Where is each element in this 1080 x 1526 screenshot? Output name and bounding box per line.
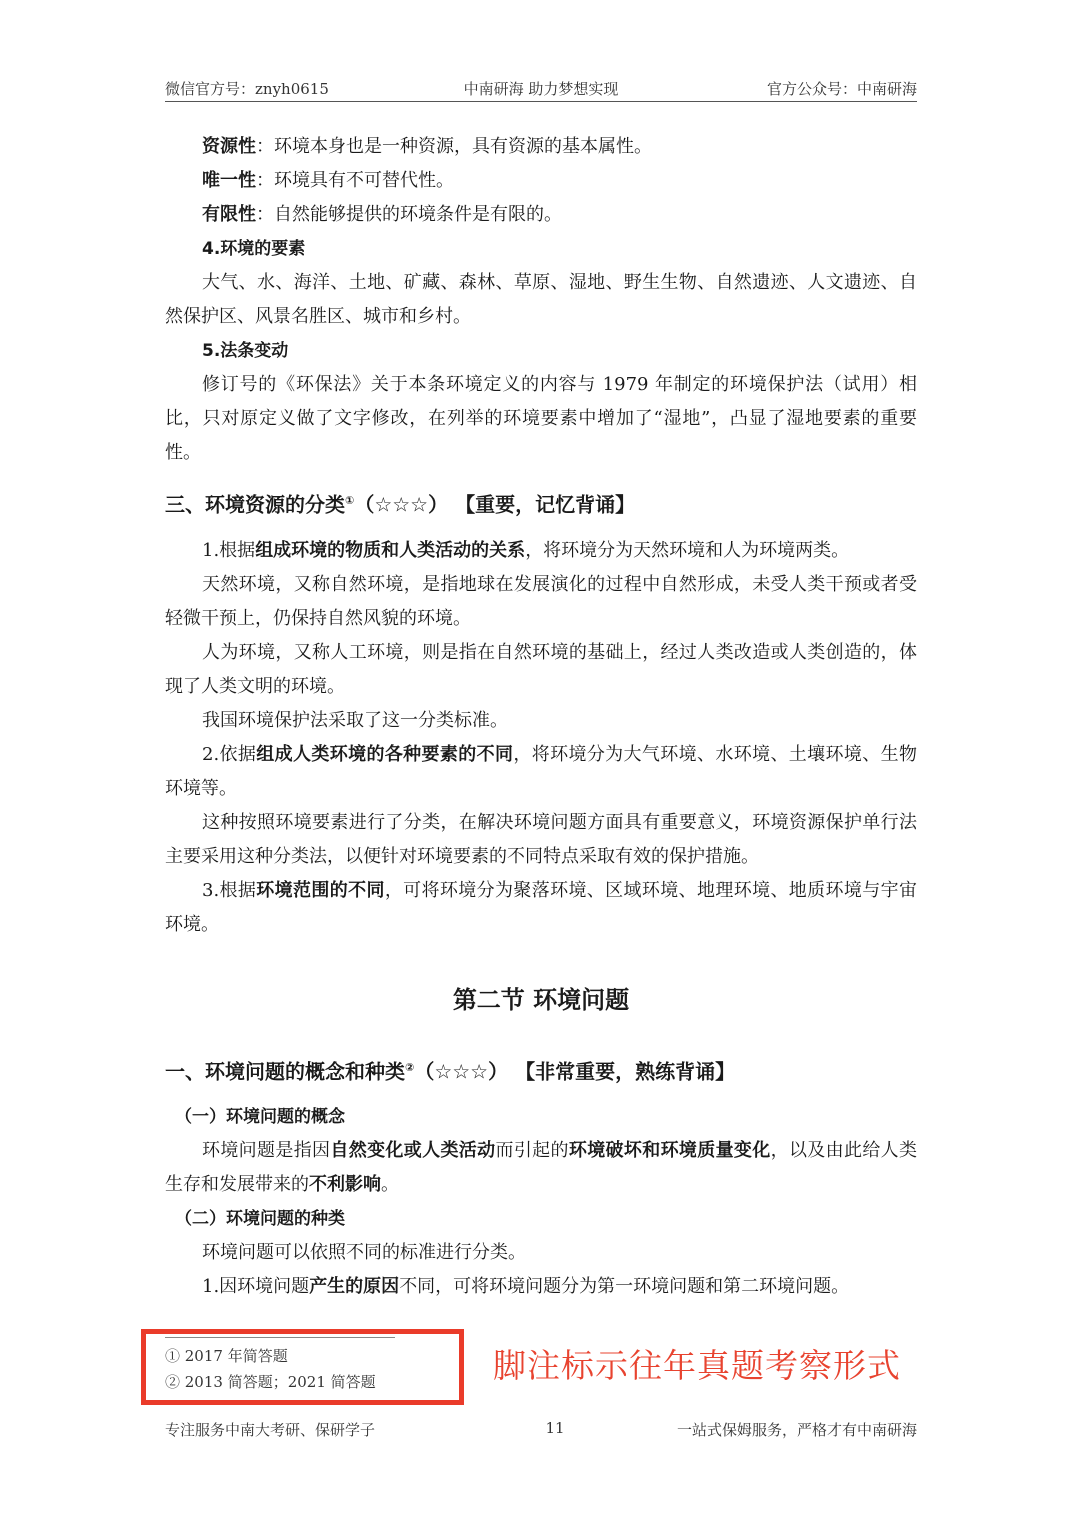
attribute-line [165, 164, 917, 198]
term: 有限性 [202, 204, 256, 225]
emphasis: 组成环境的物质和人类活动的关系 [255, 539, 526, 561]
attribute-line [165, 130, 917, 164]
item-text: ，可将环境分为聚落环境、区域环境、地理环境、地质环境与宇宙环境。 [165, 879, 917, 935]
paragraph-law-standard: 我国环境保护法采取了这一分类标准。 [202, 709, 508, 731]
emphasis: 不利影响 [309, 1174, 381, 1196]
term: 资源性 [202, 136, 256, 157]
footnote-highlight-box [141, 1329, 464, 1405]
paragraph-human-env: 人为环境，又称人工环境，则是指在自然环境的基础上，经过人类改造或人类创造的，体现了人类文明的环境。 [165, 641, 917, 697]
item-prefix: 2.依据 [202, 743, 257, 765]
text: 而引起的 [495, 1140, 569, 1162]
section-title: 一、环境问题的概念和种类 [165, 1059, 405, 1084]
footnote-1: ① 2017 年简答题 [165, 1347, 288, 1365]
definition: ：环境本身也是一种资源，具有资源的基本属性。 [256, 136, 652, 157]
item-prefix: 1.因环境问题 [202, 1276, 310, 1298]
page-header [165, 78, 917, 100]
item-text: ，将环境分为大气环境、水环境、土壤环境、生物环境等。 [165, 743, 917, 799]
paragraph-concept [165, 1134, 917, 1202]
subheading-elements: 4.环境的要素 [202, 239, 306, 259]
types-item-1 [165, 1270, 917, 1304]
annotation-text: 脚注标示往年真题考察形式 [493, 1346, 901, 1385]
emphasis: 环境破坏和环境质量变化 [568, 1140, 771, 1162]
paragraph-natural-env: 天然环境，又称自然环境，是指地球在发展演化的过程中自然形成，未受人类干预或者受轻微干预上，仍保持自然风貌的环境。 [165, 573, 917, 629]
section-heading-classification [165, 486, 917, 520]
emphasis: 组成人类环境的各种要素的不同 [256, 743, 514, 765]
main-content [165, 130, 917, 1304]
term: 唯一性 [202, 170, 256, 191]
section-title: 三、环境资源的分类 [165, 492, 345, 517]
classification-item-1 [165, 534, 917, 568]
definition: ：环境具有不可替代性。 [256, 170, 454, 191]
chapter-title: 第二节 环境问题 [452, 985, 630, 1014]
item-prefix: 1.根据 [202, 539, 256, 561]
item-text: 不同，可将环境问题分为第一环境问题和第二环境问题。 [399, 1276, 850, 1298]
text: ，以及由此给人类生存和发展带来的 [165, 1140, 918, 1196]
section-tag: 【重要，记忆背诵】 [455, 492, 636, 517]
subheading-concept: （一）环境问题的概念 [175, 1107, 345, 1128]
footnote-2: ② 2013 简答题；2021 简答题 [165, 1373, 376, 1391]
text: 。 [381, 1174, 399, 1196]
footer-left-text: 专注服务中南大考研、保研学子 [165, 1421, 376, 1439]
section-tag: 【非常重要，熟练背诵】 [515, 1059, 736, 1084]
emphasis: 产生的原因 [309, 1276, 400, 1298]
attribute-line [165, 198, 917, 232]
footnote-ref: ② [405, 1060, 415, 1074]
paragraph-elements-significance: 这种按照环境要素进行了分类，在解决环境问题方面具有重要意义，环境资源保护单行法主要采用这种分类法，以便针对环境要素的不同特点采取有效的保护措施。 [165, 811, 917, 867]
paragraph-elements: 大气、水、海洋、土地、矿藏、森林、草原、湿地、野生生物、自然遗迹、人文遗迹、自然保护区、风景名胜区、城市和乡村。 [165, 272, 917, 327]
paragraph-types: 环境问题可以依照不同的标准进行分类。 [202, 1242, 526, 1264]
footnote-ref: ① [345, 494, 355, 507]
section-heading-problems [165, 1053, 917, 1087]
classification-item-2 [165, 738, 917, 806]
text: 环境问题是指因 [202, 1140, 331, 1162]
importance-stars: （☆☆☆） [354, 492, 449, 517]
item-prefix: 3.根据 [202, 879, 257, 901]
definition: ：自然能够提供的环境条件是有限的。 [256, 204, 562, 225]
header-official-account: 官方公众号：中南研海 [766, 80, 917, 98]
item-text: ，将环境分为天然环境和人为环境两类。 [525, 539, 850, 561]
page-number: 11 [545, 1419, 565, 1437]
emphasis: 环境范围的不同 [256, 879, 385, 901]
importance-stars: （☆☆☆） [414, 1059, 509, 1084]
subheading-law-change: 5.法条变动 [202, 341, 289, 361]
header-slogan: 中南研海 助力梦想实现 [463, 80, 619, 98]
header-wechat-id: 微信官方号：znyh0615 [165, 80, 329, 98]
page-footer [165, 1419, 917, 1441]
subheading-types: （二）环境问题的种类 [175, 1209, 345, 1230]
emphasis: 自然变化或人类活动 [330, 1140, 496, 1162]
footer-right-text: 一站式保姆服务，严格才有中南研海 [676, 1421, 917, 1439]
header-divider [165, 101, 917, 102]
paragraph-law-change: 修订号的《环保法》关于本条环境定义的内容与 1979 年制定的环境保护法（试用）相比，只对原定义做了文字修改，在列举的环境要素中增加了“湿地”，凸显了湿地要素的重要性。 [165, 374, 917, 463]
classification-item-3 [165, 874, 917, 942]
